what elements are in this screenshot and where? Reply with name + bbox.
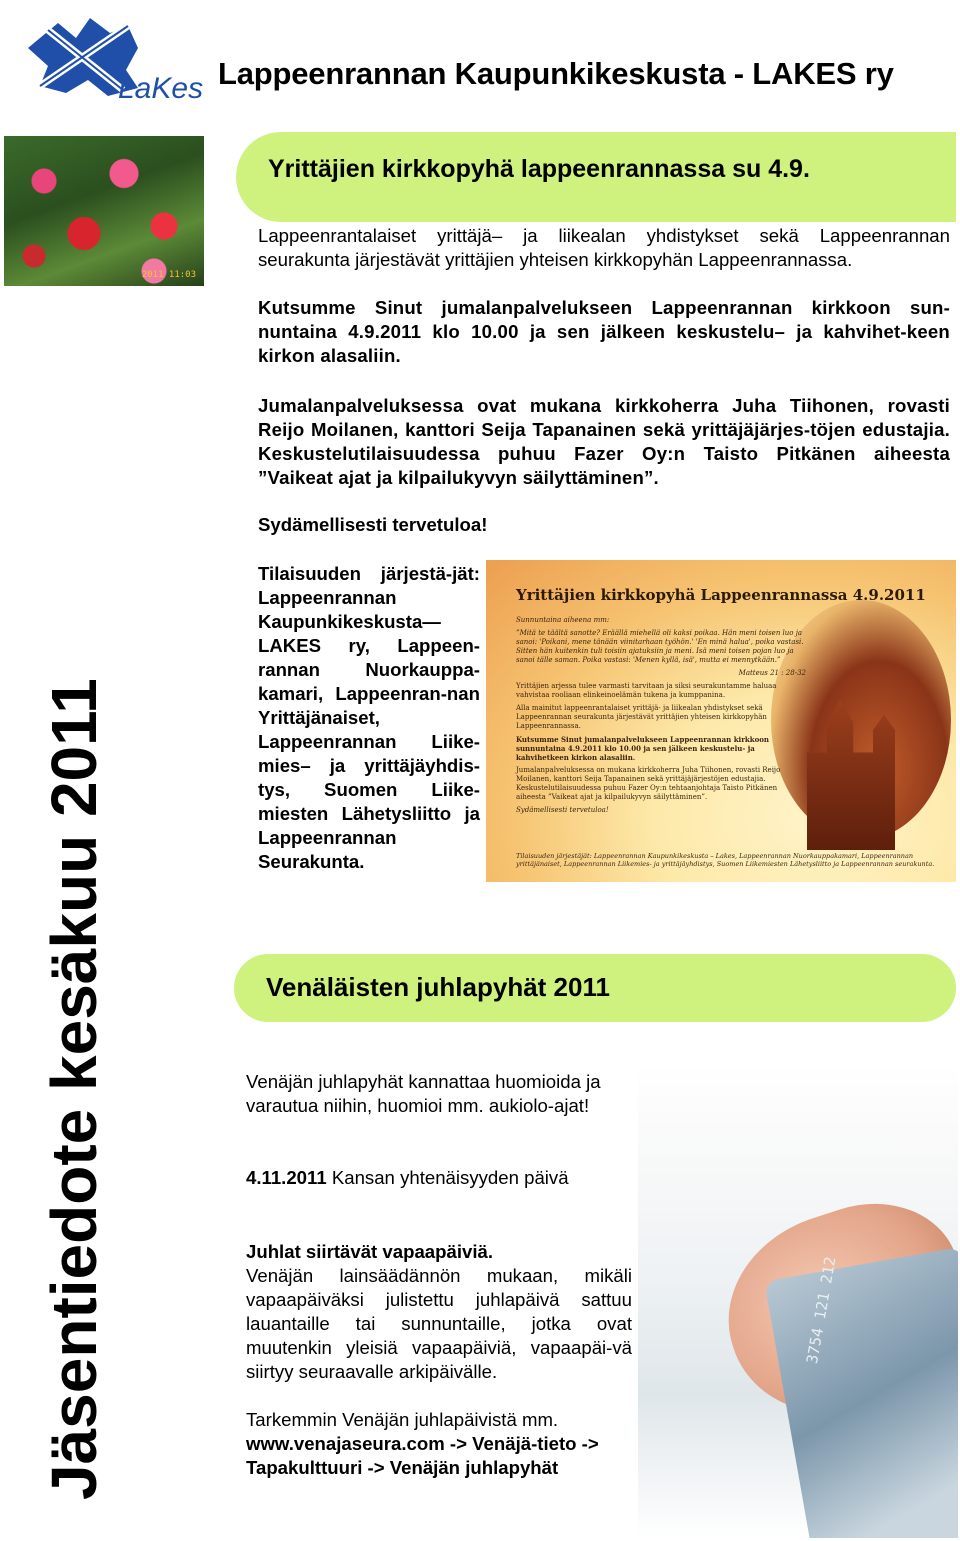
- invitation-text-1: Yrittäjien arjessa tulee varmasti tarvitaan ja siksi seurakuntamme haluaa vahvistaa rooliaan elinkeinoelämän tukena ja kumppanina.: [516, 682, 777, 699]
- lakes-logo: [18, 8, 208, 103]
- invitation-image: [486, 560, 956, 882]
- more-info-text: Tarkemmin Venäjän juhlapäivistä mm.: [246, 1409, 559, 1430]
- invitation-text-5: Sydämellisesti tervetuloa!: [516, 806, 609, 814]
- holiday-rules: [246, 1240, 632, 1384]
- invitation-title: Yrittäjien kirkkopyhä Lappeenrannassa 4.9.2011: [516, 586, 926, 604]
- card-shape: [764, 1247, 958, 1538]
- section1-organizers: Tilaisuuden järjestä-jät: Lappeenrannan Kaupunkikeskusta— LAKES ry, Lappeen-rannan Nuorkauppa-kamari, Lappeenran-nan Yrittäjänaiset, Lappeenrannan Liike-mies– ja yrittäjäyhdis-tys, Suomen Liike-miesten Lähetysliitto ja Lappeenrannan Seurakunta.: [258, 563, 480, 872]
- invitation-ref: Matteus 21 : 28-32: [738, 669, 806, 677]
- section1-heading: Yrittäjien kirkkopyhä lappeenrannassa su 4.9.: [268, 155, 810, 183]
- section1-welcome: Sydämellisesti tervetuloa!: [258, 514, 488, 535]
- section1-paragraph-invite: Kutsumme Sinut jumalanpalvelukseen Lappeenrannan kirkkoon sun-nuntaina 4.9.2011 klo 10.00 ja sen jälkeen keskustelu– ja kahvihet-keen kirkon alasaliin.: [258, 297, 950, 366]
- more-info: [246, 1408, 632, 1480]
- photo-date-stamp: 2011 11:03: [141, 270, 196, 280]
- invitation-text-3: Kutsumme Sinut jumalanpalvelukseen Lappeenrannan kirkkoon sunnuntaina 4.9.2011 klo 10.00 ja sen jälkeen keskustelu- ja kahvihetkeen kirkon alasaliin.: [516, 735, 770, 762]
- flowers-photo: [4, 136, 204, 286]
- invitation-body: [516, 616, 806, 819]
- section1-paragraph-1: Lappeenrantalaiset yrittäjä– ja liikealan yhdistykset sekä Lappeenrannan seurakunta järjestävät yrittäjien yhteisen kirkkopyhän Lappeenrannassa.: [258, 225, 950, 270]
- holiday-rules-text: Venäjän lainsäädännön mukaan, mikäli vapaapäiväksi julistettu juhlapäivä sattuu lauantaille tai sunnuntaille, jotka ovat muutenkin yleisiä vapaapäiviä, vapaapäi-vä siirtyy seuraavalle arkipäivälle.: [246, 1265, 632, 1382]
- logo-text: LaKes: [118, 72, 204, 103]
- section2-heading: Venäläisten juhlapyhät 2011: [266, 972, 610, 1002]
- holiday-rules-title: Juhlat siirtävät vapaapäiviä.: [246, 1241, 494, 1262]
- holiday-name: Kansan yhtenäisyyden päivä: [326, 1167, 569, 1188]
- lakes-logo-icon: [18, 8, 208, 103]
- invitation-footer: Tilaisuuden järjestäjät: Lappeenrannan Kaupunkikeskusta – Lakes, Lappeenrannan Nuorkauppakamari, Lappeenrannan yrittäjänaiset, Lappeenrannan Liikemies- ja yrittäjäyhdistys, Suomen Liikemiesten Lähetysliitto ja Lappeenrannan seurakunta.: [516, 852, 935, 868]
- organization-title: Lappeenrannan Kaupunkikeskusta - LAKES ry: [218, 56, 894, 91]
- holiday-entry: [246, 1166, 632, 1190]
- holiday-date: 4.11.2011: [246, 1167, 327, 1188]
- credit-card-photo: [638, 1062, 958, 1538]
- section2-intro: Venäjän juhlapyhät kannattaa huomioida ja varautua niihin, huomioi mm. aukiolo-ajat!: [246, 1071, 601, 1116]
- card-digits: 3754 121 212: [803, 1255, 840, 1366]
- more-info-link[interactable]: www.venajaseura.com -> Venäjä-tieto -> Tapakulttuuri -> Venäjän juhlapyhät: [246, 1433, 599, 1478]
- invitation-text-2: Alla mainitut lappeenrantalaiset yrittäjä- ja liikealan yhdistykset sekä Lappeenrannan seurakunta järjestävät yrittäjien yhteisen kirkkopyhän Lappeenrannassa.: [516, 704, 767, 730]
- invitation-quote: ”Mitä te täältä sanotte? Eräällä miehellä oli kaksi poikaa. Hän meni toisen luo ja sanoi: 'Poikani, mene tänään viinitarhaan työhön.' 'En minä halua', poika vastasi. Sitten hän kuitenkin tuli toisiin ajatuksiin ja meni. Isä meni toisen pojan luo ja sanoi tälle saman. Poika vastasi: 'Menen kyllä, isä', mutta ei mennytkään.”: [516, 629, 804, 664]
- newsletter-vertical-title: Jäsentiedote kesäkuu 2011: [38, 678, 110, 1500]
- section1-paragraph-program: Jumalanpalveluksessa ovat mukana kirkkoherra Juha Tiihonen, rovasti Reijo Moilanen, kanttori Seija Tapanainen sekä yrittäjäjärjes-töjen edustajia. Keskustelutilaisuudessa puhuu Fazer Oy:n Taisto Pitkänen aiheesta ”Vaikeat ajat ja kilpailukyvyn säilyttäminen”.: [258, 395, 950, 488]
- invitation-subtitle: Sunnuntaina aiheena mm:: [516, 616, 610, 624]
- invitation-text-4: Jumalanpalveluksessa on mukana kirkkoherra Juha Tiihonen, rovasti Reijo Moilanen, kanttori Seija Tapanainen sekä yrittäjäjärjestöjen edustajia. Keskustelutilaisuudessa puhuu Fazer Oy:n tehtaanjohtaja Taisto Pitkänen aiheesta ”Vaikeat ajat ja kilpailukyvyn säilyttäminen”.: [516, 766, 781, 801]
